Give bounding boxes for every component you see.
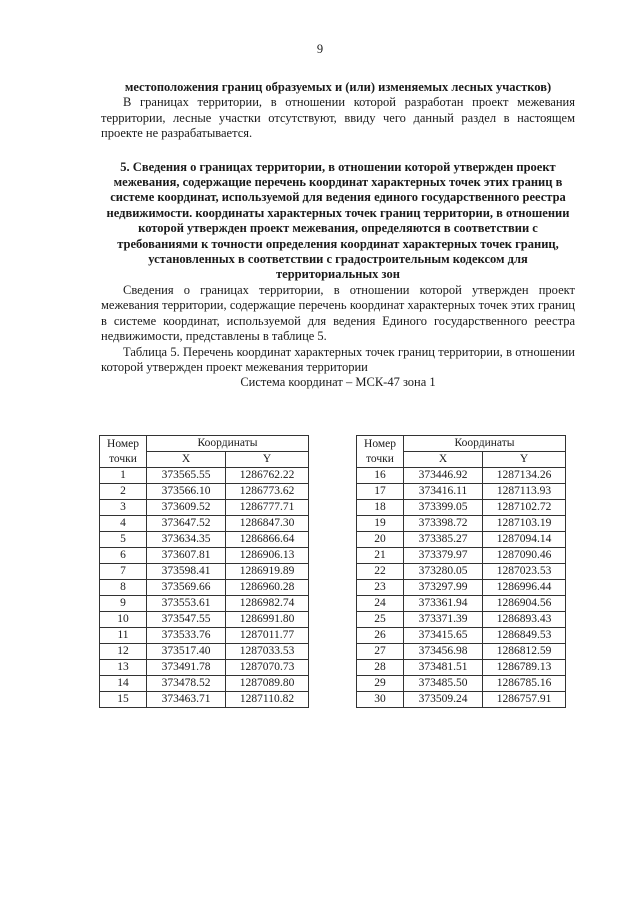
y-coordinate-cell: 1287089.80 [226, 676, 309, 692]
y-coordinate-cell: 1286960.28 [226, 580, 309, 596]
table-row [100, 500, 309, 516]
x-coordinate-cell: 373280.05 [404, 564, 483, 580]
point-number-cell: 11 [100, 628, 147, 644]
y-coordinate-cell: 1287023.53 [483, 564, 566, 580]
point-number-cell: 1 [100, 468, 147, 484]
page-number: 9 [316, 42, 324, 56]
y-coordinate-cell: 1286757.91 [483, 692, 566, 708]
table-row [357, 484, 566, 500]
section-5-heading: 5. Сведения о границах территории, в отношении которой утвержден проект межевания, содержащие перечень координат характерных точек этих границ в системе координат, используемой для ведения единого государственного реестра недвижимости. координаты характерных точек границ территории, в отношении которой утвержден проект межевания, определяются в соответствии с требованиями к точности определения координат характерных точек границ, установленных в соответствии с градостроительным кодексом для территориальных зон [106, 159, 570, 282]
table-row [357, 644, 566, 660]
y-coordinate-cell: 1286904.56 [483, 596, 566, 612]
header-x: X [147, 452, 226, 468]
x-coordinate-cell: 373456.98 [404, 644, 483, 660]
y-coordinate-cell: 1286982.74 [226, 596, 309, 612]
table-row [357, 612, 566, 628]
table-row [100, 612, 309, 628]
table-body-right [357, 468, 566, 708]
point-number-cell: 24 [357, 596, 404, 612]
y-coordinate-cell: 1287113.93 [483, 484, 566, 500]
x-coordinate-cell: 373297.99 [404, 580, 483, 596]
table-row [100, 644, 309, 660]
point-number-cell: 9 [100, 596, 147, 612]
y-coordinate-cell: 1287102.72 [483, 500, 566, 516]
point-number-cell: 10 [100, 612, 147, 628]
point-number-cell: 16 [357, 468, 404, 484]
y-coordinate-cell: 1286866.64 [226, 532, 309, 548]
intro-heading: местоположения границ образуемых и (или) изменяемых лесных участков) [124, 80, 552, 94]
x-coordinate-cell: 373416.11 [404, 484, 483, 500]
table-row [100, 676, 309, 692]
section-5-paragraph: Сведения о границах территории, в отношении которой утвержден проект межевания территории, содержащие перечень координат характерных точек этих границ в системе координат, используемой для ведения Единого государственного реестра недвижимости, представлены в таблице 5. [101, 282, 575, 344]
point-number-cell: 15 [100, 692, 147, 708]
point-number-cell: 29 [357, 676, 404, 692]
x-coordinate-cell: 373607.81 [147, 548, 226, 564]
y-coordinate-cell: 1286906.13 [226, 548, 309, 564]
y-coordinate-cell: 1286812.59 [483, 644, 566, 660]
table-row [357, 580, 566, 596]
coord-system-caption: Система координат – МСК-47 зона 1 [240, 375, 436, 390]
x-coordinate-cell: 373478.52 [147, 676, 226, 692]
point-number-cell: 4 [100, 516, 147, 532]
table-body-left [100, 468, 309, 708]
y-coordinate-cell: 1286773.62 [226, 484, 309, 500]
header-y: Y [483, 452, 566, 468]
table-row [100, 484, 309, 500]
x-coordinate-cell: 373533.76 [147, 628, 226, 644]
table-row [357, 500, 566, 516]
header-coords: Координаты [147, 436, 309, 452]
point-number-cell: 5 [100, 532, 147, 548]
x-coordinate-cell: 373547.55 [147, 612, 226, 628]
table-row [357, 532, 566, 548]
x-coordinate-cell: 373553.61 [147, 596, 226, 612]
point-number-cell: 22 [357, 564, 404, 580]
y-coordinate-cell: 1286919.89 [226, 564, 309, 580]
point-number-cell: 12 [100, 644, 147, 660]
point-number-cell: 23 [357, 580, 404, 596]
x-coordinate-cell: 373485.50 [404, 676, 483, 692]
point-number-cell: 7 [100, 564, 147, 580]
table-row [357, 660, 566, 676]
header-x: X [404, 452, 483, 468]
table-row [357, 548, 566, 564]
coordinates-table-left [99, 435, 309, 708]
y-coordinate-cell: 1286762.22 [226, 468, 309, 484]
header-y: Y [226, 452, 309, 468]
point-number-cell: 19 [357, 516, 404, 532]
x-coordinate-cell: 373361.94 [404, 596, 483, 612]
x-coordinate-cell: 373634.35 [147, 532, 226, 548]
x-coordinate-cell: 373569.66 [147, 580, 226, 596]
y-coordinate-cell: 1287070.73 [226, 660, 309, 676]
table-row [100, 660, 309, 676]
table-row [357, 676, 566, 692]
document-body [101, 80, 575, 391]
y-coordinate-cell: 1287103.19 [483, 516, 566, 532]
x-coordinate-cell: 373481.51 [404, 660, 483, 676]
x-coordinate-cell: 373598.41 [147, 564, 226, 580]
y-coordinate-cell: 1286991.80 [226, 612, 309, 628]
header-coords: Координаты [404, 436, 566, 452]
table-row [100, 628, 309, 644]
point-number-cell: 28 [357, 660, 404, 676]
table-row [100, 532, 309, 548]
table-row [357, 468, 566, 484]
x-coordinate-cell: 373647.52 [147, 516, 226, 532]
x-coordinate-cell: 373385.27 [404, 532, 483, 548]
table-row [100, 580, 309, 596]
x-coordinate-cell: 373609.52 [147, 500, 226, 516]
x-coordinate-cell: 373399.05 [404, 500, 483, 516]
x-coordinate-cell: 373566.10 [147, 484, 226, 500]
y-coordinate-cell: 1286893.43 [483, 612, 566, 628]
x-coordinate-cell: 373379.97 [404, 548, 483, 564]
intro-paragraph: В границах территории, в отношении которой разработан проект межевания территории, лесные участки отсутствуют, ввиду чего данный раздел в настоящем проекте не разрабатывается. [101, 95, 575, 141]
point-number-cell: 21 [357, 548, 404, 564]
x-coordinate-cell: 373415.65 [404, 628, 483, 644]
x-coordinate-cell: 373491.78 [147, 660, 226, 676]
table-caption: Таблица 5. Перечень координат характерных точек границ территории, в отношении которой утвержден проект межевания территории [101, 344, 575, 374]
y-coordinate-cell: 1286849.53 [483, 628, 566, 644]
x-coordinate-cell: 373446.92 [404, 468, 483, 484]
header-point-no: Номер точки [100, 436, 147, 468]
point-number-cell: 17 [357, 484, 404, 500]
y-coordinate-cell: 1287090.46 [483, 548, 566, 564]
table-row [357, 692, 566, 708]
table-row [357, 516, 566, 532]
table-row [357, 564, 566, 580]
point-number-cell: 27 [357, 644, 404, 660]
y-coordinate-cell: 1286847.30 [226, 516, 309, 532]
point-number-cell: 18 [357, 500, 404, 516]
x-coordinate-cell: 373463.71 [147, 692, 226, 708]
point-number-cell: 3 [100, 500, 147, 516]
table-row [100, 692, 309, 708]
point-number-cell: 13 [100, 660, 147, 676]
x-coordinate-cell: 373398.72 [404, 516, 483, 532]
y-coordinate-cell: 1286777.71 [226, 500, 309, 516]
point-number-cell: 30 [357, 692, 404, 708]
point-number-cell: 20 [357, 532, 404, 548]
coordinates-table-right [356, 435, 566, 708]
x-coordinate-cell: 373371.39 [404, 612, 483, 628]
point-number-cell: 8 [100, 580, 147, 596]
y-coordinate-cell: 1286996.44 [483, 580, 566, 596]
y-coordinate-cell: 1287033.53 [226, 644, 309, 660]
table-row [100, 564, 309, 580]
x-coordinate-cell: 373509.24 [404, 692, 483, 708]
table-row [357, 596, 566, 612]
coordinates-tables [99, 435, 579, 715]
point-number-cell: 26 [357, 628, 404, 644]
y-coordinate-cell: 1286785.16 [483, 676, 566, 692]
table-row [357, 628, 566, 644]
table-row [100, 596, 309, 612]
table-row [100, 468, 309, 484]
header-point-no: Номер точки [357, 436, 404, 468]
y-coordinate-cell: 1287094.14 [483, 532, 566, 548]
table-row [100, 516, 309, 532]
point-number-cell: 25 [357, 612, 404, 628]
y-coordinate-cell: 1286789.13 [483, 660, 566, 676]
y-coordinate-cell: 1287011.77 [226, 628, 309, 644]
x-coordinate-cell: 373517.40 [147, 644, 226, 660]
y-coordinate-cell: 1287110.82 [226, 692, 309, 708]
table-row [100, 548, 309, 564]
y-coordinate-cell: 1287134.26 [483, 468, 566, 484]
point-number-cell: 14 [100, 676, 147, 692]
x-coordinate-cell: 373565.55 [147, 468, 226, 484]
point-number-cell: 6 [100, 548, 147, 564]
point-number-cell: 2 [100, 484, 147, 500]
